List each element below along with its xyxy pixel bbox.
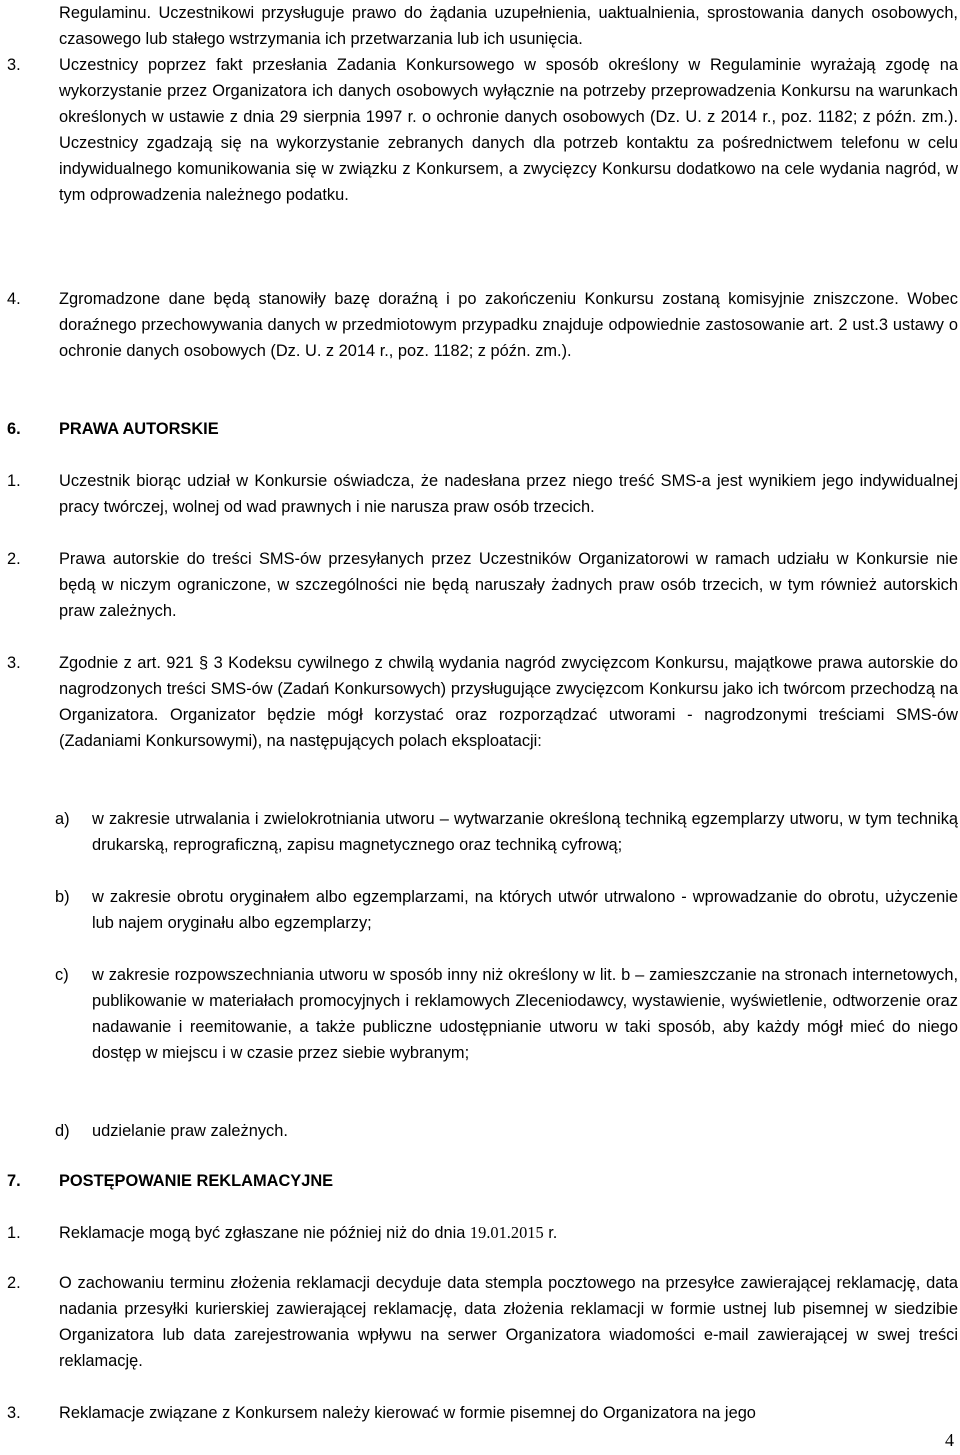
page-number: 4 [945,1430,954,1450]
s7-heading: POSTĘPOWANIE REKLAMACYJNE [59,1172,334,1190]
s6-item-c-label: c) [55,966,69,984]
s6-point-3-text: Zgodnie z art. 921 § 3 Kodeksu cywilnego z chwilą wydania nagród zwycięzcom Konkursu, majątkowe prawa autorskie do nagrodzonych treści SMS-ów (Zadań Konkursowych) przysługujące zwycięzcom Konkursu jako ich twórcom przechodzą na Organizatora. Organizator będzie mógł korzystać oraz rozporządzać utworami - nagrodzonymi treściami SMS-ów (Zadaniami Konkursowymi), na następujących polach eksploatacji: [59,654,958,750]
s6-point-2-number: 2. [7,550,21,568]
s6-item-d-label: d) [55,1122,70,1140]
s5-point-4-text: Zgromadzone dane będą stanowiły bazę doraźną i po zakończeniu Konkursu zostaną komisyjnie zniszczone. Wobec doraźnego przechowywania danych w przedmiotowym przypadku znajduje odpowiednie zastosowanie art. 2 ust.3 ustawy o ochronie danych osobowych (Dz. U. z 2014 r., poz. 1182; z późn. zm.). [59,290,958,360]
s6-heading: PRAWA AUTORSKIE [59,420,219,438]
s6-item-d-text: udzielanie praw zależnych. [92,1122,288,1140]
s6-point-2-text: Prawa autorskie do treści SMS-ów przesyłanych przez Uczestników Organizatorowi w ramach udziału w Konkursie nie będą w niczym ograniczone, w szczególności nie będą naruszały żadnych praw osób trzecich, w tym również autorskich praw zależnych. [59,550,958,620]
s6-point-3-number: 3. [7,654,21,672]
s7-point-2-number: 2. [7,1274,21,1292]
s6-point-1-number: 1. [7,472,21,490]
s7-point-3-number: 3. [7,1404,21,1422]
s7-point-1-text-start: Reklamacje mogą być zgłaszane nie później niż do dnia [59,1224,470,1242]
s6-item-a-label: a) [55,810,70,828]
s6-point-1-text: Uczestnik biorąc udział w Konkursie oświadcza, że nadesłana przez niego treść SMS-a jest wynikiem jego indywidualnej pracy twórczej, wolnej od wad prawnych i nie narusza praw osób trzecich. [59,472,958,516]
s5-point-3-text: Uczestnicy poprzez fakt przesłania Zadania Konkursowego w sposób określony w Regulaminie wyrażają zgodę na wykorzystanie przez Organizatora ich danych osobowych wyłącznie na potrzeby przeprowadzenia Konkursu na warunkach określonych w ustawie z dnia 29 sierpnia 1997 r. o ochronie danych osobowych (Dz. U. z 2014 r., poz. 1182; z późn. zm.). Uczestnicy zgadzają się na wykorzystanie zebranych danych dla potrzeb kontaktu za pośrednictwem telefonu w celu indywidualnego komunikowania się w związku z Konkursem, a zwycięzcy Konkursu dodatkowo na cele wydania nagród, w tym odprowadzenia należnego podatku. [59,56,958,204]
s6-item-c-text: w zakresie rozpowszechniania utworu w sposób inny niż określony w lit. b – zamieszczanie na stronach internetowych, publikowanie w materiałach promocyjnych i reklamowych Zleceniodawcy, wystawienie, wyświetlenie, odtworzenie oraz nadawanie i reemitowanie, a także publiczne udostępnianie utworu w taki sposób, aby każdy mógł mieć do niego dostęp w miejscu i w czasie przez siebie wybranym; [92,966,958,1062]
s6-item-a-text: w zakresie utrwalania i zwielokrotniania utworu – wytwarzanie określoną techniką egzemplarzy utworu, w tym techniką drukarską, reprograficzną, zapisu magnetycznego oraz techniką cyfrową; [92,810,958,854]
s5-point-3-number: 3. [7,56,21,74]
s6-item-b-text: w zakresie obrotu oryginałem albo egzemplarzami, na których utwór utrwalono - wprowadzanie do obrotu, użyczenie lub najem oryginału albo egzemplarzy; [92,888,958,932]
s6-heading-number: 6. [7,420,21,438]
s7-point-2-text: O zachowaniu terminu złożenia reklamacji decyduje data stempla pocztowego na przesyłce zawierającej reklamację, data nadania przesyłki kurierskiej zawierającej reklamację, data złożenia reklamacji w formie ustnej lub pisemnej w siedzibie Organizatora lub data zarejestrowania wpływu na serwer Organizatora wiadomości e-mail zawierającej w swej treści reklamację. [59,1274,958,1370]
s7-point-1-text-end: r. [543,1224,558,1242]
s7-point-1-number: 1. [7,1224,21,1242]
s7-heading-number: 7. [7,1172,21,1190]
s7-point-3-text: Reklamacje związane z Konkursem należy kierować w formie pisemnej do Organizatora na jego [59,1404,756,1422]
s7-point-1-text [59,1220,958,1246]
s6-item-b-label: b) [55,888,70,906]
top-fragment-paragraph: Regulaminu. Uczestnikowi przysługuje prawo do żądania uzupełnienia, uaktualnienia, sprostowania danych osobowych, czasowego lub stałego wstrzymania ich przetwarzania lub ich usunięcia. [59,4,958,48]
s7-point-1-date: 19.01.2015 [469,1223,544,1242]
s5-point-4-number: 4. [7,290,21,308]
